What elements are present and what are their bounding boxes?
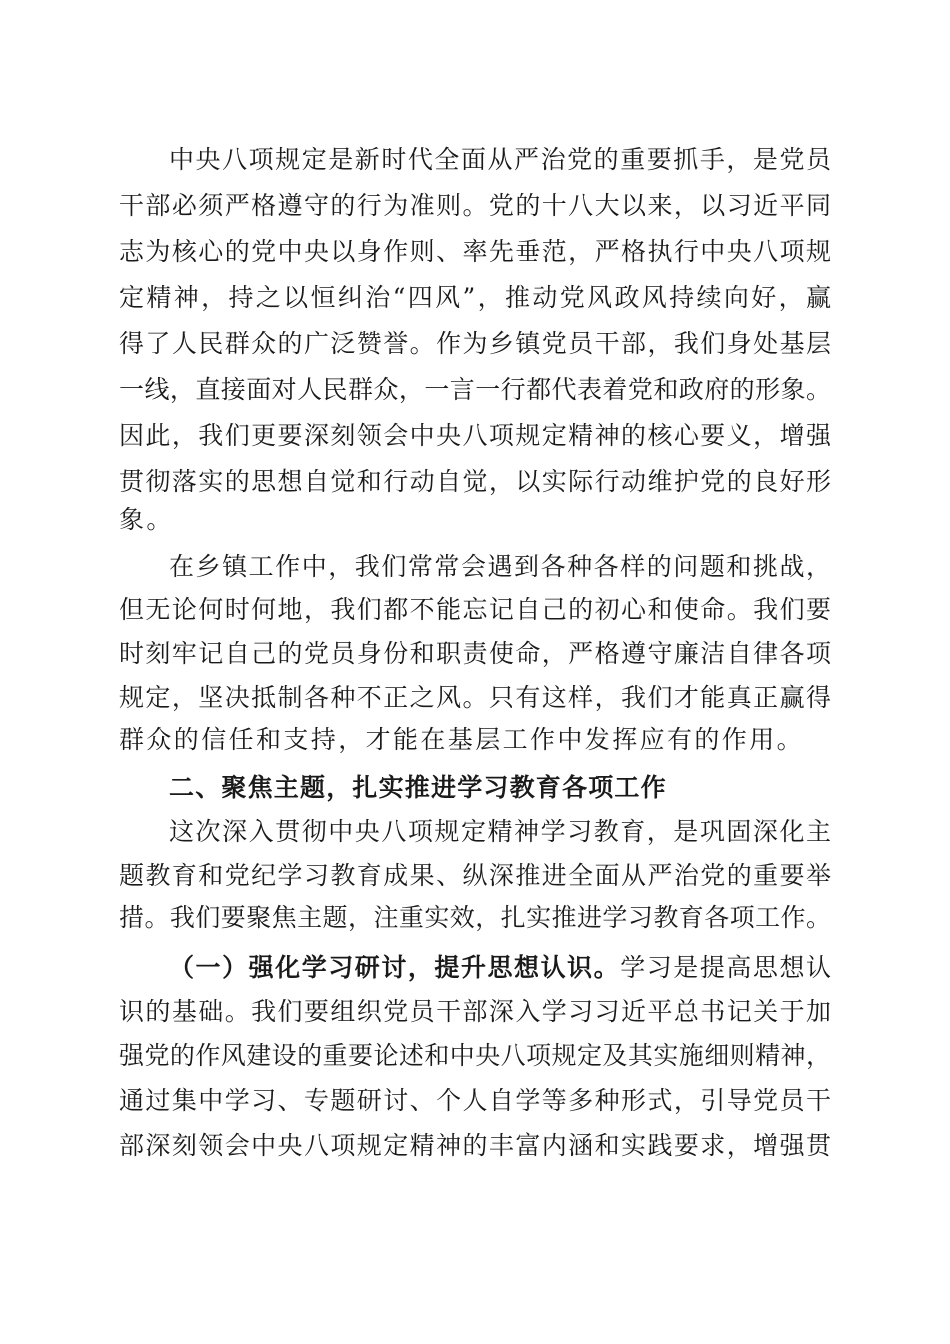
paragraph-4-line-1 <box>169 948 831 988</box>
paragraph-1-line-4: 定精神，持之以恒纠治“四风”，推动党风政风持续向好，赢 <box>119 283 831 312</box>
paragraph-4-line-3: 强党的作风建设的重要论述和中央八项规定及其实施细则精神， <box>119 1041 831 1070</box>
paragraph-4-line-5: 部深刻领会中央八项规定精神的丰富内涵和实践要求，增强贯 <box>119 1131 831 1160</box>
paragraph-4-line-1-rest: 学习是提高思想认 <box>620 953 831 982</box>
paragraph-3-line-1: 这次深入贯彻中央八项规定精神学习教育，是巩固深化主 <box>169 817 831 846</box>
paragraph-3-line-2: 题教育和党纪学习教育成果、纵深推进全面从严治党的重要举 <box>119 861 831 890</box>
paragraph-1-line-7: 因此，我们更要深刻领会中央八项规定精神的核心要义，增强 <box>119 421 831 450</box>
paragraph-1-line-1: 中央八项规定是新时代全面从严治党的重要抓手，是党员 <box>169 145 831 174</box>
paragraph-1-line-2: 干部必须严格遵守的行为准则。党的十八大以来，以习近平同 <box>119 191 831 220</box>
paragraph-1-line-8: 贯彻落实的思想自觉和行动自觉，以实际行动维护党的良好形 <box>119 467 831 496</box>
paragraph-4-line-2: 识的基础。我们要组织党员干部深入学习习近平总书记关于加 <box>119 997 831 1026</box>
paragraph-1-line-5: 得了人民群众的广泛赞誉。作为乡镇党员干部，我们身处基层 <box>119 329 831 358</box>
paragraph-2-line-1: 在乡镇工作中，我们常常会遇到各种各样的问题和挑战， <box>169 552 831 581</box>
subsection-lead: （一）强化学习研讨，提升思想认识。 <box>169 953 621 982</box>
paragraph-1-line-6: 一线，直接面对人民群众，一言一行都代表着党和政府的形象。 <box>119 375 831 404</box>
paragraph-2-line-5: 群众的信任和支持，才能在基层工作中发挥应有的作用。 <box>119 725 805 754</box>
section-heading: 二、聚焦主题，扎实推进学习教育各项工作 <box>169 773 667 802</box>
paragraph-1-line-9: 象。 <box>119 505 174 534</box>
paragraph-2-line-4: 规定，坚决抵制各种不正之风。只有这样，我们才能真正赢得 <box>119 683 831 712</box>
paragraph-1-line-3: 志为核心的党中央以身作则、率先垂范，严格执行中央八项规 <box>119 237 831 266</box>
paragraph-2-line-3: 时刻牢记自己的党员身份和职责使命，严格遵守廉洁自律各项 <box>119 639 831 668</box>
paragraph-3-line-3: 措。我们要聚焦主题，注重实效，扎实推进学习教育各项工作。 <box>119 903 831 932</box>
paragraph-2-line-2: 但无论何时何地，我们都不能忘记自己的初心和使命。我们要 <box>119 595 831 624</box>
paragraph-4-line-4: 通过集中学习、专题研讨、个人自学等多种形式，引导党员干 <box>119 1086 831 1115</box>
